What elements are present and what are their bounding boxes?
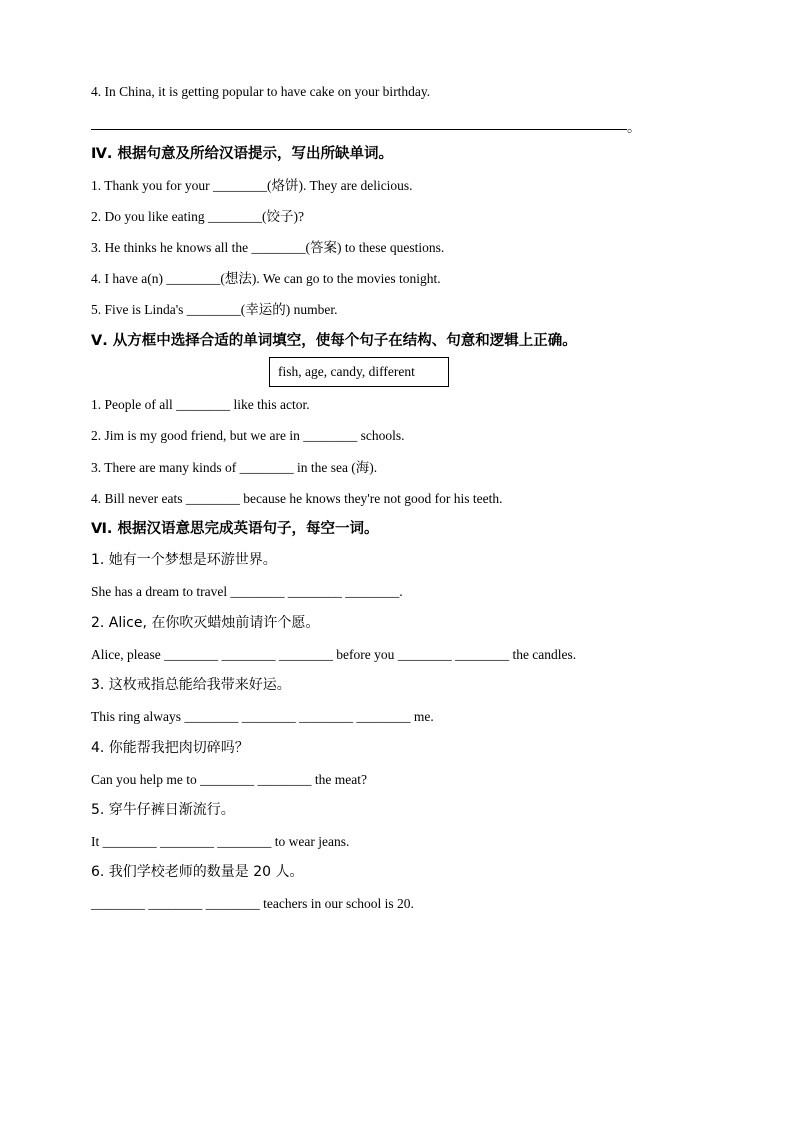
- s6-question-6-en: ________ ________ ________ teachers in our school is 20.: [91, 896, 414, 911]
- s6-question-3-cn: 3. 这枚戒指总能给我带来好运。: [91, 677, 291, 693]
- s6-question-4-cn: 4. 你能帮我把肉切碎吗？: [91, 740, 249, 756]
- s6-question-5-en: It ________ ________ ________ to wear jeans.: [91, 834, 350, 849]
- s4-question-2: 2. Do you like eating ________(饺子)?: [91, 209, 304, 224]
- s4-question-4: 4. I have a(n) ________(想法). We can go to the movies tonight.: [91, 271, 441, 286]
- s6-question-2-en: Alice, please ________ ________ ________ before you ________ ________ the candles.: [91, 647, 577, 662]
- s4-question-3: 3. He thinks he knows all the ________(答案) to these questions.: [91, 240, 445, 255]
- s6-question-4-en: Can you help me to ________ ________ the meat?: [91, 772, 367, 787]
- s5-question-3: 3. There are many kinds of ________ in the sea (海).: [91, 460, 378, 475]
- s5-question-1: 1. People of all ________ like this actor.: [91, 397, 310, 412]
- section-4-heading: Ⅳ. 根据句意及所给汉语提示，写出所缺单词。: [91, 146, 393, 162]
- word-box: fish, age, candy, different: [269, 357, 449, 387]
- section-6-heading: Ⅵ. 根据汉语意思完成英语句子，每空一词。: [91, 521, 379, 537]
- s3-question-4: 4. In China, it is getting popular to have cake on your birthday.: [91, 84, 431, 99]
- s4-question-5: 5. Five is Linda's ________(幸运的) number.: [91, 302, 338, 317]
- s6-question-1-en: She has a dream to travel ________ ________ ________.: [91, 584, 403, 599]
- s3-answer-line[interactable]: [91, 129, 627, 130]
- s4-question-1: 1. Thank you for your ________(烙饼). They are delicious.: [91, 178, 413, 193]
- s6-question-1-cn: 1. 她有一个梦想是环游世界。: [91, 552, 277, 568]
- s6-question-3-en: This ring always ________ ________ ________ ________ me.: [91, 709, 434, 724]
- section-5-heading: Ⅴ. 从方框中选择合适的单词填空，使每个句子在结构、句意和逻辑上正确。: [91, 333, 577, 349]
- s6-question-6-cn: 6. 我们学校老师的数量是 20 人。: [91, 864, 304, 880]
- s6-question-5-cn: 5. 穿牛仔裤日渐流行。: [91, 802, 235, 818]
- s5-question-2: 2. Jim is my good friend, but we are in ________ schools.: [91, 428, 405, 443]
- s3-answer-end-mark: 。: [627, 120, 641, 136]
- s5-question-4: 4. Bill never eats ________ because he knows they're not good for his teeth.: [91, 491, 503, 506]
- s6-question-2-cn: 2. Alice, 在你吹灭蜡烛前请许个愿。: [91, 615, 320, 631]
